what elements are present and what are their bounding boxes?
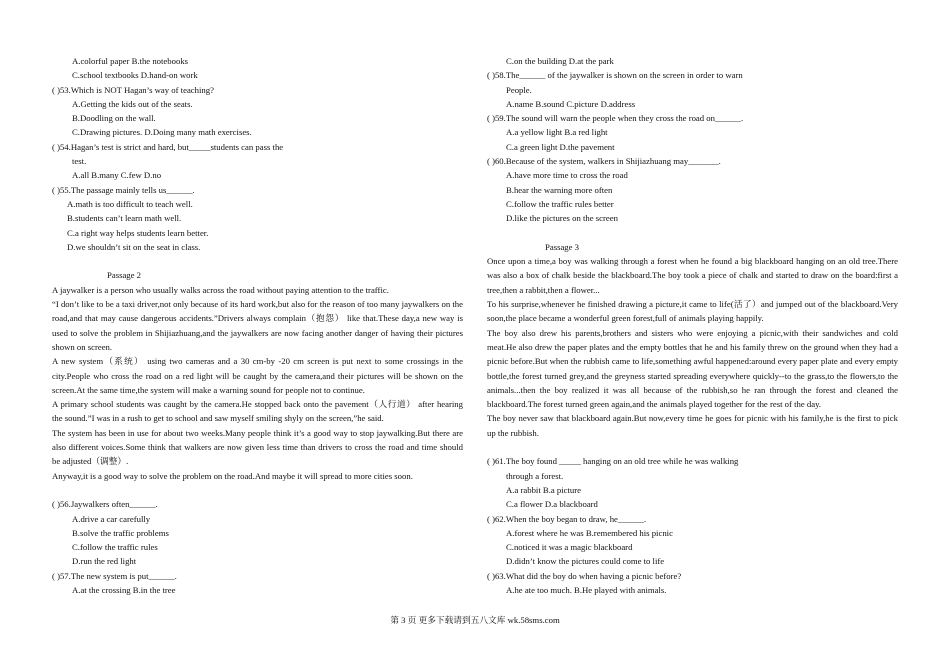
q53-stem: ( )53.Which is NOT Hagan’s way of teaching? <box>52 84 214 95</box>
q63-stem: ( )63.What did the boy do when having a picnic before? <box>487 570 682 581</box>
q54-stem: ( )54.Hagan’s test is strict and hard, but_____students can pass the <box>52 141 284 152</box>
q54-stem-continued: test. <box>72 156 87 167</box>
q61-option: C.a flower D.a blackboard <box>506 499 598 510</box>
q58-stem-continued: People. <box>506 84 532 95</box>
passage-2-paragraph: “I don’t like to be a taxi driver,not only because of its hard work,but also for the reason of too many jaywalkers on the road,and that may cause dangerous accidents.”Drivers always complain（抱怨） like that.These day,a new way is used to solve the problem in Shijiazhuang,and the jaywalkers are now facing another danger of having their pictures shown on screen. <box>52 299 463 352</box>
passage-3-paragraph: The boy also drew his parents,brothers and sisters who were enjoying a picnic,with their sandwiches and cold meat.He also drew the paper plates and the empty bottles that he and his family threw on the ground when they had a picnic before.But when the rubbish came to life,something awful happened:around every paper plate and every empty bottle,the forest turned grey,and the greyness started spreading everywhere quickly--to the grass,to the flowers,to the animals...then the boy realized it was all because of the rubbish,so he ran through the forest and cleaned the blackboard.The forest turned green again,and the animals played together for the rest of the day. <box>487 327 898 410</box>
q60-option: B.hear the warning more often <box>506 184 613 195</box>
q60-stem: ( )60.Because of the system, walkers in Shijiazhuang may_______. <box>487 156 721 167</box>
q61-stem-continued: through a forest. <box>506 470 564 481</box>
q58-stem: ( )58.The______ of the jaywalker is shown on the screen in order to warn <box>487 70 743 81</box>
q60-option: C.follow the traffic rules better <box>506 198 614 209</box>
q57-option: C.on the building D.at the park <box>506 56 614 66</box>
q56-option: C.follow the traffic rules <box>72 542 158 553</box>
q61-stem: ( )61.The boy found _____ hanging on an old tree while he was walking <box>487 456 739 467</box>
passage-3-paragraph: To his surprise,whenever he finished drawing a picture,it came to life(活了）and jumped out of the blackboard.Very soon,the place became a wonderful green forest,full of animals playing happily. <box>487 299 898 324</box>
q55-option: D.we shouldn’t sit on the seat in class. <box>67 241 201 252</box>
passage-3-paragraph: The boy never saw that blackboard again.But now,every time he goes for picnic with his family,he is the first to pick up the rubbish. <box>487 413 898 438</box>
q57-stem: ( )57.The new system is put______. <box>52 570 177 581</box>
q53-option: B.Doodling on the wall. <box>72 113 156 124</box>
q52-option-line: A.colorful paper B.the notebooks <box>72 56 189 66</box>
q63-option: A.he ate too much. B.He played with animals. <box>506 584 667 595</box>
passage-2-paragraph: Anyway,it is a good way to solve the problem on the road.And maybe it will spread to more cities soon. <box>52 470 413 481</box>
q52-option-line: C.school textbooks D.hand-on work <box>72 70 198 81</box>
q56-option: B.solve the traffic problems <box>72 527 169 538</box>
q60-option: A.have more time to cross the road <box>506 170 628 181</box>
passage-2-paragraph: The system has been in use for about two weeks.Many people think it’s a good way to stop jaywalking.But there are also different voices.Some think that walkers are now given less time than drivers to cross the road and time should be adjusted（调整）. <box>52 427 463 467</box>
q55-option: B.students can’t learn math well. <box>67 213 182 224</box>
q62-stem: ( )62.When the boy began to draw, he______. <box>487 513 647 524</box>
q59-stem: ( )59.The sound will warn the people when they cross the road on______. <box>487 113 744 124</box>
passage-2-paragraph: A new system（系统） using two cameras and a 30 cm-by -20 cm screen is put next to some crossings in the city.People who cross the road on a red light will be caught by the camera,and their pictures will be shown on the screen.At the same time,the system will make a warning sound for people not to continue. <box>52 356 463 395</box>
q62-option: A.forest where he was B.remembered his picnic <box>506 527 673 538</box>
q53-option: C.Drawing pictures. D.Doing many math exercises. <box>72 127 252 138</box>
passage-3-paragraph: Once upon a time,a boy was walking through a forest when he found a big blackboard hanging on an old tree.There was also a box of chalk beside the blackboard.The boy took a piece of chalk and started to draw on the board:first a tree,then a rabbit,then a flower... <box>487 256 898 295</box>
q59-option: C.a green light D.the pavement <box>506 141 615 152</box>
q56-stem: ( )56.Jaywalkers often______. <box>52 499 158 510</box>
q60-option: D.like the pictures on the screen <box>506 213 618 224</box>
passage-2-paragraph: A primary school students was caught by the camera.He stopped back onto the pavement（人行道） after hearing the sound.”I was in a rush to get to school and saw myself smiling shyly on the screen,”he said. <box>52 399 463 424</box>
passage-3-title: Passage 3 <box>545 241 580 252</box>
q58-options: A.name B.sound C.picture D.address <box>506 98 636 109</box>
q59-option: A.a yellow light B.a red light <box>506 127 608 138</box>
q54-options: A.all B.many C.few D.no <box>72 170 162 181</box>
q56-option: D.run the red light <box>72 556 137 567</box>
right-column <box>487 54 898 597</box>
page-footer: 第 3 页 更多下载请到五八文库 wk.58sms.com <box>390 615 560 625</box>
q55-stem: ( )55.The passage mainly tells us______. <box>52 184 195 195</box>
passage-2-title: Passage 2 <box>107 270 142 281</box>
left-column <box>52 54 463 597</box>
q57-option: A.at the crossing B.in the tree <box>72 584 176 595</box>
passage-2-paragraph: A jaywalker is a person who usually walks across the road without paying attention to the traffic. <box>52 284 389 295</box>
q53-option: A.Getting the kids out of the seats. <box>72 98 193 109</box>
q55-option: C.a right way helps students learn better. <box>67 227 209 238</box>
q62-option: C.noticed it was a magic blackboard <box>506 542 633 553</box>
q62-option: D.didn’t know the pictures could come to life <box>506 556 665 567</box>
q61-option: A.a rabbit B.a picture <box>506 484 582 495</box>
q55-option: A.math is too difficult to teach well. <box>67 198 193 209</box>
q56-option: A.drive a car carefully <box>72 513 151 524</box>
